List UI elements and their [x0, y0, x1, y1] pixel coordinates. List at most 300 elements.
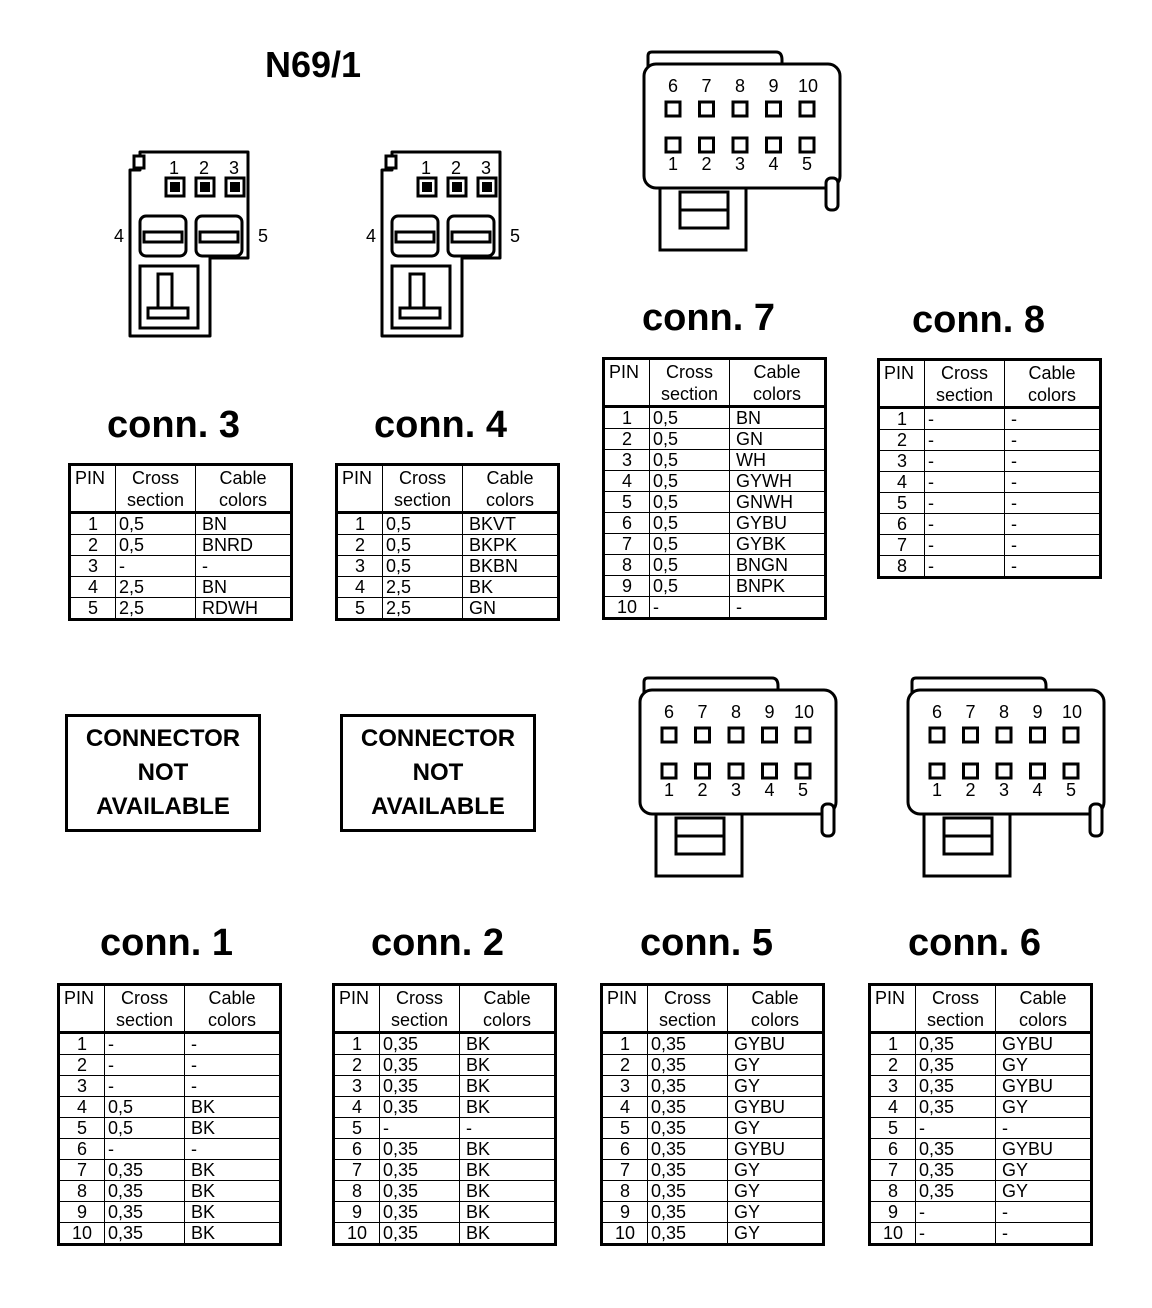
- cable-color-value: -: [1005, 535, 1101, 556]
- pin-table-conn5: [600, 983, 825, 1246]
- cross-section-value: -: [925, 556, 1005, 578]
- pin-number: 1: [337, 513, 383, 535]
- cross-section-value: -: [925, 493, 1005, 514]
- cable-colors-column-header: [185, 985, 281, 1033]
- pin-number: 2: [337, 535, 383, 556]
- cross-section-value: -: [116, 556, 196, 577]
- cable-color-value: WH: [730, 450, 826, 471]
- connector-drawing-conn5: [636, 674, 846, 884]
- cable-color-value: -: [1005, 493, 1101, 514]
- cross-section-value: 0,35: [648, 1033, 728, 1055]
- cable-color-value: -: [730, 597, 826, 619]
- cable-color-value: BK: [460, 1139, 556, 1160]
- power-contact: [200, 232, 238, 242]
- not-available-line-1: CONNECTOR: [360, 725, 516, 752]
- cross-section-value: 0,35: [380, 1160, 460, 1181]
- cable-color-value: GY: [728, 1076, 824, 1097]
- cross-section-value: 0,5: [650, 534, 730, 555]
- cross-section-value: 0,5: [116, 535, 196, 556]
- not-available-line-3: AVAILABLE: [371, 793, 505, 820]
- table-row: [870, 1202, 1092, 1223]
- cross-section-value: 0,5: [383, 556, 463, 577]
- header-line: Cross: [398, 468, 446, 488]
- cable-color-value: -: [996, 1202, 1092, 1223]
- side-clip: [1090, 804, 1102, 836]
- cross-section-column-header: [116, 465, 196, 513]
- table-row: [334, 1055, 556, 1076]
- pin-label: 5: [510, 226, 521, 246]
- table-row: [59, 1033, 281, 1055]
- connector-drawing-conn4: [362, 148, 532, 348]
- cross-section-value: -: [105, 1033, 185, 1055]
- lock-stem: [410, 274, 424, 310]
- header-line: Cross: [940, 363, 988, 383]
- cross-section-value: -: [925, 408, 1005, 430]
- cross-section-value: 0,5: [650, 513, 730, 534]
- pin-column-header: PIN: [59, 985, 105, 1033]
- cable-color-value: GNWH: [730, 492, 826, 513]
- table-row: [879, 451, 1101, 472]
- table-row: [879, 514, 1101, 535]
- header-line: Cable: [483, 988, 531, 1008]
- header-line: Cross: [131, 468, 179, 488]
- pin-socket: [930, 728, 944, 742]
- pin-socket: [930, 764, 944, 778]
- pin-number: 1: [602, 1033, 648, 1055]
- pin-label: 4: [764, 780, 775, 800]
- pin-number: 10: [602, 1223, 648, 1245]
- cross-section-value: -: [925, 451, 1005, 472]
- table-row: [870, 1181, 1092, 1202]
- pin-socket: [696, 764, 710, 778]
- table-row: [59, 1076, 281, 1097]
- cable-color-value: GYBU: [996, 1139, 1092, 1160]
- cross-section-value: -: [916, 1223, 996, 1245]
- cross-section-value: 2,5: [116, 577, 196, 598]
- side-clip: [822, 804, 834, 836]
- connector-drawing-conn7: [640, 48, 850, 258]
- table-row: [604, 534, 826, 555]
- cable-color-value: -: [1005, 451, 1101, 472]
- table-row: [334, 1076, 556, 1097]
- cross-section-value: 0,35: [380, 1097, 460, 1118]
- cross-section-column-header: [105, 985, 185, 1033]
- pin-label: 2: [965, 780, 976, 800]
- pin-label: 2: [199, 158, 210, 178]
- cross-section-value: 0,5: [650, 555, 730, 576]
- table-header-row: [879, 360, 1101, 408]
- pin-label: 5: [802, 154, 813, 174]
- pin-column-header: PIN: [870, 985, 916, 1033]
- cable-color-value: BK: [185, 1202, 281, 1223]
- header-line: Cable: [208, 988, 256, 1008]
- cross-section-value: -: [925, 472, 1005, 493]
- header-line: section: [926, 1010, 985, 1030]
- table-header-row: [604, 359, 826, 407]
- cable-colors-column-header: [728, 985, 824, 1033]
- pin-number: 3: [879, 451, 925, 472]
- pin-label: 5: [258, 226, 269, 246]
- pin-label: 7: [701, 76, 712, 96]
- header-line: Cross: [931, 988, 979, 1008]
- cable-color-value: GYBU: [730, 513, 826, 534]
- table-row: [59, 1202, 281, 1223]
- cable-color-value: GY: [996, 1055, 1092, 1076]
- cross-section-value: 0,5: [650, 492, 730, 513]
- cable-color-value: BKVT: [463, 513, 559, 535]
- pin-table-conn1: [57, 983, 282, 1246]
- pin-socket: [729, 764, 743, 778]
- cable-color-value: BK: [185, 1223, 281, 1245]
- header-line: section: [390, 1010, 449, 1030]
- cable-colors-column-header: [996, 985, 1092, 1033]
- header-line: colors: [218, 490, 267, 510]
- cross-section-column-header: [648, 985, 728, 1033]
- cable-color-value: RDWH: [196, 598, 292, 620]
- pin-number: 7: [870, 1160, 916, 1181]
- table-header-row: [59, 985, 281, 1033]
- pin-number: 8: [604, 555, 650, 576]
- table-row: [70, 556, 292, 577]
- pin-number: 9: [870, 1202, 916, 1223]
- table-row: [870, 1118, 1092, 1139]
- pin-number: 8: [870, 1181, 916, 1202]
- pin-socket: [964, 728, 978, 742]
- cross-section-value: 0,35: [916, 1055, 996, 1076]
- pin-number: 5: [70, 598, 116, 620]
- cross-section-value: 0,5: [650, 576, 730, 597]
- cross-section-value: 2,5: [383, 577, 463, 598]
- cable-color-value: GYWH: [730, 471, 826, 492]
- table-row: [602, 1181, 824, 1202]
- table-row: [602, 1160, 824, 1181]
- pin-socket: [767, 138, 781, 152]
- pin-contact: [482, 182, 492, 192]
- table-row: [879, 430, 1101, 451]
- pin-number: 2: [604, 429, 650, 450]
- cross-section-value: 2,5: [383, 598, 463, 620]
- pin-number: 2: [70, 535, 116, 556]
- power-contact: [452, 232, 490, 242]
- pin-socket: [997, 764, 1011, 778]
- pin-label: 7: [965, 702, 976, 722]
- pin-table-conn8: [877, 358, 1102, 579]
- title-conn7: conn. 7: [642, 297, 776, 339]
- pin-label: 4: [1032, 780, 1043, 800]
- table-row: [59, 1181, 281, 1202]
- pin-number: 5: [59, 1118, 105, 1139]
- lock-base: [400, 308, 440, 318]
- side-clip: [826, 178, 838, 210]
- header-line: colors: [207, 1010, 256, 1030]
- pin-number: 4: [334, 1097, 380, 1118]
- cable-color-value: GY: [728, 1055, 824, 1076]
- table-row: [879, 408, 1101, 430]
- pin-number: 5: [604, 492, 650, 513]
- pin-label: 9: [1032, 702, 1043, 722]
- table-row: [59, 1055, 281, 1076]
- table-row: [602, 1055, 824, 1076]
- pin-number: 5: [870, 1118, 916, 1139]
- cross-section-value: 0,35: [916, 1097, 996, 1118]
- table-row: [334, 1118, 556, 1139]
- cross-section-value: 0,5: [105, 1097, 185, 1118]
- pin-number: 8: [334, 1181, 380, 1202]
- pin-contact: [170, 182, 180, 192]
- cable-color-value: GYBU: [996, 1076, 1092, 1097]
- table-header-row: [334, 985, 556, 1033]
- cable-color-value: BK: [460, 1223, 556, 1245]
- cable-color-value: GN: [730, 429, 826, 450]
- title-conn8: conn. 8: [912, 299, 1046, 341]
- table-row: [337, 577, 559, 598]
- cross-section-column-header: [650, 359, 730, 407]
- cross-section-value: 2,5: [116, 598, 196, 620]
- pin-number: 10: [334, 1223, 380, 1245]
- pin-socket: [662, 764, 676, 778]
- pin-number: 9: [334, 1202, 380, 1223]
- pin-number: 2: [334, 1055, 380, 1076]
- pin-number: 3: [337, 556, 383, 577]
- pin-number: 6: [870, 1139, 916, 1160]
- pin-number: 2: [870, 1055, 916, 1076]
- pin-number: 1: [59, 1033, 105, 1055]
- pin-label: 4: [114, 226, 125, 246]
- cable-color-value: BKBN: [463, 556, 559, 577]
- header-line: Cross: [665, 362, 713, 382]
- header-line: Cross: [120, 988, 168, 1008]
- pin-number: 9: [602, 1202, 648, 1223]
- cable-color-value: -: [185, 1139, 281, 1160]
- pin-socket: [997, 728, 1011, 742]
- power-contact: [144, 232, 182, 242]
- pin-number: 2: [59, 1055, 105, 1076]
- pin-number: 8: [602, 1181, 648, 1202]
- cross-section-value: -: [925, 430, 1005, 451]
- cross-section-value: -: [925, 535, 1005, 556]
- cable-color-value: BK: [460, 1076, 556, 1097]
- table-row: [337, 535, 559, 556]
- pin-socket: [666, 138, 680, 152]
- cable-color-value: BNPK: [730, 576, 826, 597]
- table-row: [604, 471, 826, 492]
- connector-drawing-conn3: [110, 148, 280, 348]
- header-line: colors: [1018, 1010, 1067, 1030]
- pin-column-header: PIN: [602, 985, 648, 1033]
- cross-section-value: 0,35: [648, 1118, 728, 1139]
- table-row: [604, 576, 826, 597]
- pin-socket: [666, 102, 680, 116]
- pin-socket: [763, 728, 777, 742]
- pin-number: 6: [602, 1139, 648, 1160]
- cable-color-value: -: [1005, 472, 1101, 493]
- pin-number: 3: [604, 450, 650, 471]
- pin-socket: [1064, 764, 1078, 778]
- pin-number: 2: [879, 430, 925, 451]
- cable-color-value: GY: [728, 1202, 824, 1223]
- table-row: [602, 1076, 824, 1097]
- cable-color-value: GY: [996, 1097, 1092, 1118]
- pin-number: 3: [59, 1076, 105, 1097]
- pin-number: 10: [59, 1223, 105, 1245]
- cross-section-value: 0,35: [380, 1055, 460, 1076]
- cross-section-value: 0,35: [916, 1160, 996, 1181]
- pin-number: 1: [334, 1033, 380, 1055]
- cross-section-column-header: [925, 360, 1005, 408]
- pin-number: 4: [602, 1097, 648, 1118]
- pin-number: 3: [334, 1076, 380, 1097]
- cross-section-value: -: [925, 514, 1005, 535]
- cross-section-value: 0,35: [916, 1076, 996, 1097]
- pin-label: 6: [932, 702, 943, 722]
- table-header-row: [870, 985, 1092, 1033]
- cross-section-value: 0,5: [105, 1118, 185, 1139]
- table-row: [870, 1033, 1092, 1055]
- pin-column-header: PIN: [337, 465, 383, 513]
- cross-section-value: 0,35: [916, 1181, 996, 1202]
- pin-contact: [422, 182, 432, 192]
- table-header-row: [337, 465, 559, 513]
- header-line: section: [660, 384, 719, 404]
- cable-color-value: GY: [728, 1223, 824, 1245]
- pin-label: 3: [735, 154, 746, 174]
- pin-socket: [729, 728, 743, 742]
- pin-number: 8: [59, 1181, 105, 1202]
- cable-color-value: GY: [728, 1118, 824, 1139]
- cable-color-value: BK: [463, 577, 559, 598]
- pin-number: 7: [334, 1160, 380, 1181]
- pin-number: 6: [334, 1139, 380, 1160]
- pin-number: 9: [59, 1202, 105, 1223]
- table-row: [59, 1118, 281, 1139]
- header-line: colors: [1027, 385, 1076, 405]
- header-line: colors: [752, 384, 801, 404]
- header-line: colors: [482, 1010, 531, 1030]
- table-row: [602, 1223, 824, 1245]
- table-row: [334, 1160, 556, 1181]
- cable-color-value: BK: [185, 1181, 281, 1202]
- table-row: [879, 556, 1101, 578]
- cross-section-value: 0,5: [383, 535, 463, 556]
- pin-table-conn7: [602, 357, 827, 620]
- cable-color-value: BK: [460, 1202, 556, 1223]
- table-row: [334, 1202, 556, 1223]
- header-line: section: [126, 490, 185, 510]
- cross-section-value: -: [380, 1118, 460, 1139]
- pin-contact: [200, 182, 210, 192]
- cross-section-value: -: [916, 1118, 996, 1139]
- pin-socket: [733, 102, 747, 116]
- pin-number: 3: [70, 556, 116, 577]
- pin-label: 2: [451, 158, 462, 178]
- cable-color-value: -: [185, 1033, 281, 1055]
- pin-table-conn4: [335, 463, 560, 621]
- header-line: Cable: [1028, 363, 1076, 383]
- pin-socket: [796, 728, 810, 742]
- cable-color-value: GY: [996, 1181, 1092, 1202]
- latch-tab: [386, 156, 396, 168]
- pin-number: 5: [602, 1118, 648, 1139]
- pin-socket: [796, 764, 810, 778]
- cable-colors-column-header: [196, 465, 292, 513]
- cross-section-value: 0,35: [105, 1223, 185, 1245]
- pin-number: 10: [870, 1223, 916, 1245]
- table-row: [602, 1202, 824, 1223]
- not-available-line-3: AVAILABLE: [96, 793, 230, 820]
- pin-label: 1: [169, 158, 180, 178]
- pin-label: 6: [668, 76, 679, 96]
- pin-socket: [1031, 728, 1045, 742]
- connector-not-available-box-1: [65, 714, 261, 832]
- cable-color-value: GY: [728, 1181, 824, 1202]
- table-row: [870, 1160, 1092, 1181]
- not-available-line-2: NOT: [137, 759, 189, 786]
- table-row: [870, 1055, 1092, 1076]
- header-line: Cable: [1019, 988, 1067, 1008]
- pin-label: 7: [697, 702, 708, 722]
- pin-number: 4: [604, 471, 650, 492]
- cross-section-value: 0,35: [380, 1181, 460, 1202]
- cross-section-value: 0,35: [916, 1033, 996, 1055]
- pin-number: 4: [70, 577, 116, 598]
- table-row: [59, 1139, 281, 1160]
- not-available-line-1: CONNECTOR: [85, 725, 241, 752]
- cross-section-value: -: [650, 597, 730, 619]
- table-row: [602, 1139, 824, 1160]
- cross-section-value: 0,5: [650, 471, 730, 492]
- cable-color-value: BK: [460, 1097, 556, 1118]
- title-conn5: conn. 5: [640, 922, 774, 964]
- cross-section-value: 0,35: [380, 1139, 460, 1160]
- cable-color-value: GY: [996, 1160, 1092, 1181]
- pin-number: 8: [879, 556, 925, 578]
- pin-number: 4: [337, 577, 383, 598]
- cable-color-value: GYBU: [728, 1033, 824, 1055]
- pin-number: 5: [337, 598, 383, 620]
- pin-contact: [230, 182, 240, 192]
- pin-number: 7: [59, 1160, 105, 1181]
- cross-section-value: 0,5: [650, 429, 730, 450]
- pin-socket: [696, 728, 710, 742]
- pin-number: 1: [870, 1033, 916, 1055]
- table-row: [604, 555, 826, 576]
- pin-number: 1: [604, 407, 650, 429]
- pin-number: 7: [879, 535, 925, 556]
- pin-number: 7: [604, 534, 650, 555]
- cable-color-value: BK: [460, 1160, 556, 1181]
- table-row: [604, 492, 826, 513]
- cable-colors-column-header: [460, 985, 556, 1033]
- pin-socket: [700, 102, 714, 116]
- cable-color-value: GYBU: [728, 1139, 824, 1160]
- cross-section-value: 0,35: [648, 1160, 728, 1181]
- cable-color-value: -: [196, 556, 292, 577]
- pin-number: 1: [70, 513, 116, 535]
- cable-color-value: -: [185, 1076, 281, 1097]
- pin-label: 10: [798, 76, 819, 96]
- table-row: [334, 1181, 556, 1202]
- pin-socket: [1031, 764, 1045, 778]
- power-contact: [396, 232, 434, 242]
- table-row: [337, 598, 559, 620]
- cross-section-value: 0,5: [116, 513, 196, 535]
- pin-number: 3: [870, 1076, 916, 1097]
- pin-label: 10: [794, 702, 815, 722]
- pin-number: 6: [879, 514, 925, 535]
- pin-label: 8: [999, 702, 1010, 722]
- cable-color-value: BK: [460, 1181, 556, 1202]
- pin-socket: [964, 764, 978, 778]
